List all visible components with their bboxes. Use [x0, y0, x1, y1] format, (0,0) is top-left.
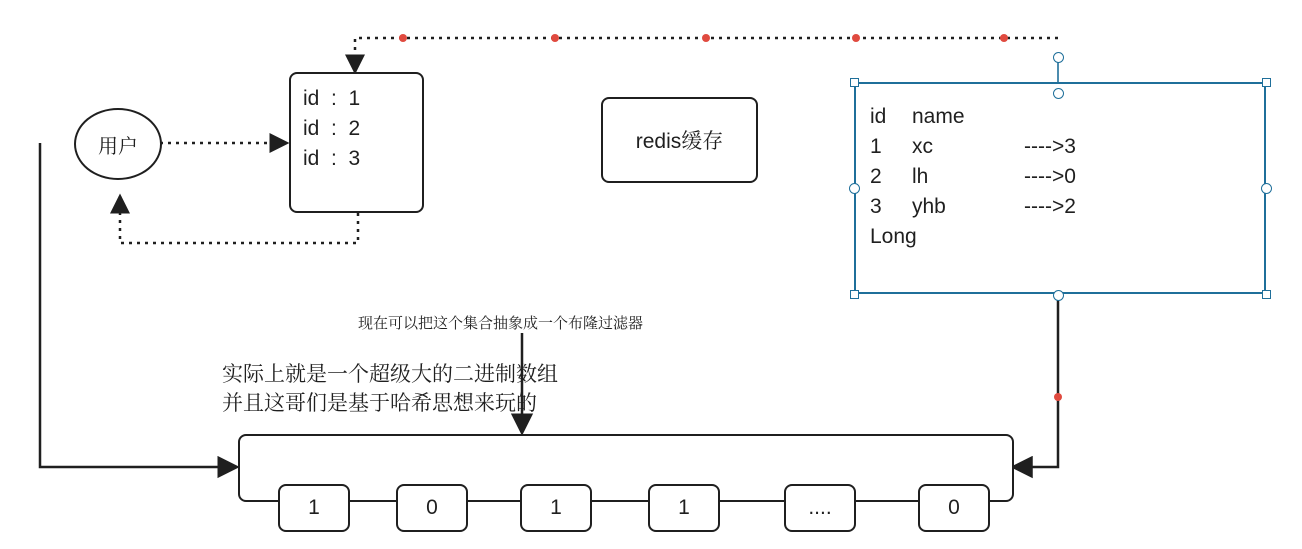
waypoint-dot	[1054, 393, 1062, 401]
bit-cell-label: 1	[550, 496, 562, 519]
edge-user-to-bitarray	[40, 143, 236, 467]
table-cell-ptr: ---->0	[1024, 165, 1076, 188]
waypoint-dot	[852, 34, 860, 42]
waypoint-dot	[1000, 34, 1008, 42]
note-array-line2: 并且这哥们是基于哈希思想来玩的	[222, 392, 537, 415]
table-header-id: id	[870, 105, 887, 128]
id-list-node[interactable]	[289, 72, 424, 213]
table-header-row	[870, 102, 1076, 132]
table-node[interactable]	[854, 82, 1266, 294]
table-footer: Long	[870, 225, 917, 248]
connect-handle-e[interactable]	[1261, 183, 1272, 194]
bit-cell[interactable]	[396, 484, 468, 532]
table-cell-id: 3	[870, 195, 882, 218]
bit-cell[interactable]	[918, 484, 990, 532]
waypoint-dot	[702, 34, 710, 42]
redis-cache-node[interactable]	[601, 97, 758, 183]
bit-cell[interactable]	[520, 484, 592, 532]
resize-handle-nw[interactable]	[850, 78, 859, 87]
connect-handle-n[interactable]	[1053, 88, 1064, 99]
note-array-line1: 实际上就是一个超级大的二进制数组	[222, 363, 558, 386]
bit-cell-label: 0	[426, 496, 438, 519]
edge-table-to-idlist	[355, 38, 1058, 72]
table-cell-name: yhb	[912, 195, 946, 218]
bit-cell[interactable]	[648, 484, 720, 532]
table-row	[870, 192, 1076, 222]
id-list-rows	[303, 84, 360, 174]
table-row	[870, 162, 1076, 192]
bit-cell-label: 1	[678, 496, 690, 519]
table-cell-id: 2	[870, 165, 882, 188]
resize-handle-ne[interactable]	[1262, 78, 1271, 87]
id-list-row: id : 1	[303, 87, 361, 110]
resize-handle-se[interactable]	[1262, 290, 1271, 299]
connect-handle-s[interactable]	[1053, 290, 1064, 301]
bit-cell[interactable]	[278, 484, 350, 532]
table-row	[870, 132, 1076, 162]
resize-handle-sw[interactable]	[850, 290, 859, 299]
table-cell-name: xc	[912, 135, 933, 158]
bit-cell-label: 1	[308, 496, 320, 519]
redis-cache-label: redis缓存	[635, 130, 724, 153]
connect-handle-w[interactable]	[849, 183, 860, 194]
note-abstract: 现在可以把这个集合抽象成一个布隆过滤器	[358, 315, 644, 332]
user-node[interactable]	[74, 108, 162, 180]
bit-array-container[interactable]	[238, 434, 1014, 502]
table-header-name: name	[912, 105, 965, 128]
rotate-handle[interactable]	[1053, 52, 1064, 63]
id-list-row: id : 3	[303, 147, 361, 170]
id-list-row: id : 2	[303, 117, 361, 140]
table-cell-name: lh	[912, 165, 929, 188]
bit-cell-label: 0	[948, 496, 960, 519]
table-cell-ptr: ---->2	[1024, 195, 1076, 218]
bit-cell[interactable]	[784, 484, 856, 532]
bit-cell-label: ....	[808, 496, 832, 519]
waypoint-dot	[551, 34, 559, 42]
edge-table-to-bitarray	[1014, 296, 1058, 467]
table-rows	[870, 102, 1076, 252]
table-cell-id: 1	[870, 135, 882, 158]
waypoint-dot	[399, 34, 407, 42]
table-cell-ptr: ---->3	[1024, 135, 1076, 158]
user-node-label: 用户	[98, 135, 138, 158]
